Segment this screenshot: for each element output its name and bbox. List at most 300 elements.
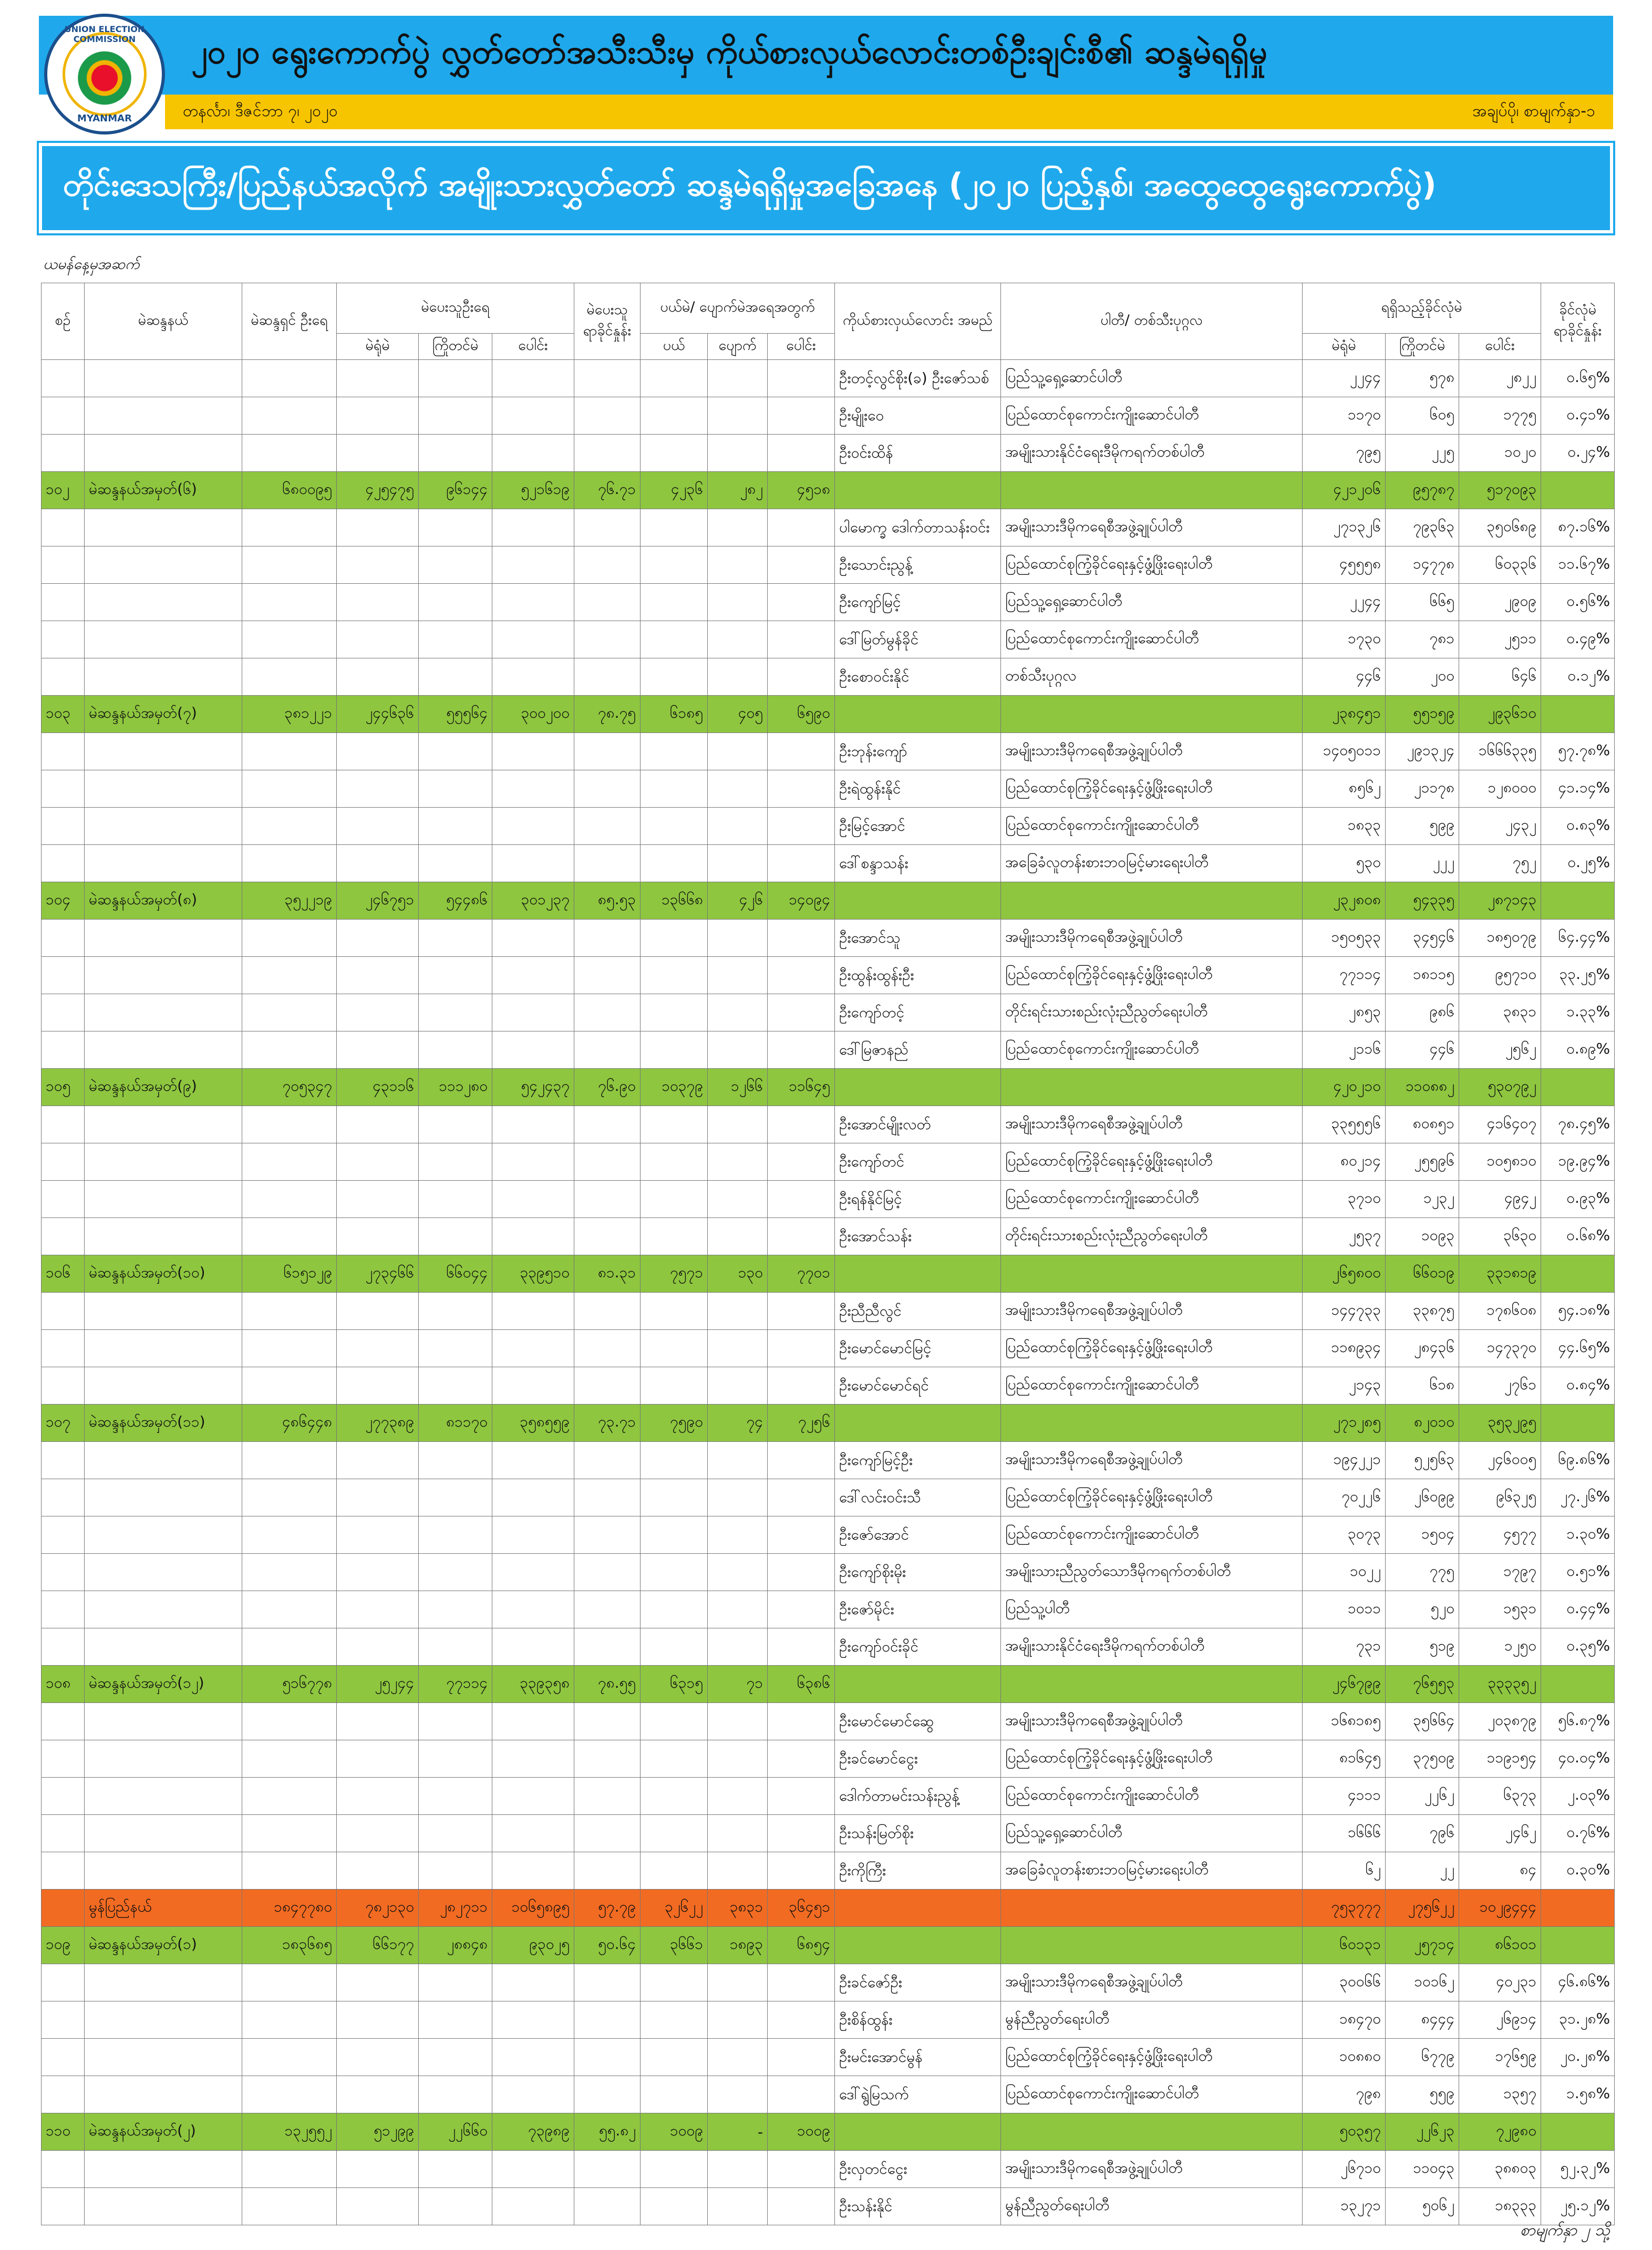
candidate-row [42,435,1615,472]
cell-total: ၁၁၉၁၅၄ [1459,1740,1541,1778]
cell-invtotal [768,1815,835,1852]
cell-vpct [574,509,641,546]
cell-vbooth [337,1740,419,1778]
cell-constituency [85,2001,242,2039]
candidate-row [42,546,1615,584]
page-header [39,16,1613,95]
cell-invtotal [768,509,835,546]
cell-vadv: ၂၂၆၆၀ [419,2113,492,2151]
cell-booth: ၃၇၁၀ [1303,1181,1386,1218]
cell-name: ဒေါ်လင်းဝင်းသီ [835,1479,1001,1516]
cell-name: ဦးဘုန်းကျော် [835,733,1001,770]
cell-total: ၂၄၆၂ [1459,1815,1541,1852]
cell-pct [1541,1069,1615,1106]
cell-invtotal: ၁၀၀၉ [768,2113,835,2151]
cell-inv [641,1554,708,1591]
candidate-row [42,1031,1615,1069]
cell-vpct [574,1554,641,1591]
cell-vadv [419,1218,492,1255]
cell-miss [708,2039,768,2076]
cell-adv: ၆၇၇၉ [1386,2039,1459,2076]
cell-pct [1541,2113,1615,2151]
cell-eligible [242,1218,337,1255]
cell-inv [641,1143,708,1181]
cell-vpct: ၇၈.၅၅ [574,1666,641,1703]
cell-eligible [242,397,337,435]
cell-vadv [419,994,492,1031]
cell-party: ပြည်ထောင်စုကြံ့ခိုင်ရေးနှင့်ဖွံ့ဖြိုးရေးပါတီ [1001,1479,1303,1516]
cell-vbooth: ၆၆၁၇၇ [337,1927,419,1964]
cell-pct [1541,1255,1615,1293]
cell-eligible [242,808,337,845]
candidate-row [42,1479,1615,1516]
cell-constituency [85,397,242,435]
cell-name: ဦးသောင်းညွန့် [835,546,1001,584]
cell-eligible [242,360,337,397]
cell-vpct [574,2076,641,2113]
cell-eligible [242,1516,337,1554]
cell-adv: ၁၅၀၄ [1386,1516,1459,1554]
constituency-summary-row [42,1405,1615,1442]
cell-inv: ၆၃၁၅ [641,1666,708,1703]
cell-eligible: ၃၈၁၂၂၁ [242,696,337,733]
cell-vpct [574,1778,641,1815]
cell-vpct: ၅၀.၆၄ [574,1927,641,1964]
cell-vpct: ၇၆.၉၀ [574,1069,641,1106]
cell-invtotal [768,1703,835,1740]
cell-no [42,1516,85,1554]
cell-inv: ၇၅၉၀ [641,1405,708,1442]
cell-booth: ၂၁၁၆ [1303,1031,1386,1069]
cell-vadv [419,2001,492,2039]
cell-adv: ၇၉၆ [1386,1815,1459,1852]
cell-vtotal [492,658,574,696]
cell-vpct [574,1330,641,1367]
cell-vpct: ၇၃.၇၁ [574,1405,641,1442]
cell-total: ၉၆၃၂၅ [1459,1479,1541,1516]
cell-adv: ၆၆၅ [1386,584,1459,621]
cell-no [42,658,85,696]
cell-invtotal: ၃၆၄၅၁ [768,1890,835,1927]
candidate-row [42,2001,1615,2039]
cell-no: ၁၀၅ [42,1069,85,1106]
cell-constituency [85,1218,242,1255]
constituency-summary-row [42,472,1615,509]
cell-vpct [574,1293,641,1330]
cell-name: ဦးကျော်စိုးမိုး [835,1554,1001,1591]
cell-vpct: ၇၆.၇၁ [574,472,641,509]
cell-vpct [574,1628,641,1666]
cell-party: အမျိုးသားဒီမိုကရေစီအဖွဲ့ချုပ်ပါတီ [1001,1703,1303,1740]
cell-name: ဦးမျိုးဝေ [835,397,1001,435]
cell-vtotal: ၃၀၁၂၃၇ [492,882,574,920]
cell-miss: ၁၂၆၆ [708,1069,768,1106]
cell-name: ဦးထွန်းထွန်းဦး [835,957,1001,994]
cell-total: ၈၄ [1459,1852,1541,1890]
cell-no [42,1740,85,1778]
cell-vtotal [492,1293,574,1330]
cell-pct: ၆၄.၄၄% [1541,920,1615,957]
cell-constituency: မဲဆန္ဒနယ်အမှတ်(၁၀) [85,1255,242,1293]
cell-vbooth: ၅၁၂၉၉ [337,2113,419,2151]
cell-miss [708,1591,768,1628]
cell-total: ၃၈၈၀၃ [1459,2151,1541,2188]
cell-vtotal: ၃၃၉၅၁၀ [492,1255,574,1293]
cell-total: ၁၅၃၁ [1459,1591,1541,1628]
cell-invtotal [768,957,835,994]
cell-miss [708,1330,768,1367]
cell-vbooth [337,658,419,696]
cell-no [42,1554,85,1591]
cell-pct: ၄၁.၁၄% [1541,770,1615,808]
cell-party [1001,1255,1303,1293]
cell-miss [708,1031,768,1069]
cell-invtotal [768,546,835,584]
cell-eligible [242,733,337,770]
cell-total: ၆၀၃၃၆ [1459,546,1541,584]
cell-pct: ၀.၄၄% [1541,1591,1615,1628]
candidate-row [42,1367,1615,1405]
cell-vbooth: ၂၇၃၄၆၆ [337,1255,419,1293]
cell-constituency [85,994,242,1031]
cell-total: ၂၅၆၂ [1459,1031,1541,1069]
cell-inv: ၄၂၃၆ [641,472,708,509]
cell-total: ၁၈၅၀၇၉ [1459,920,1541,957]
cell-vtotal [492,1143,574,1181]
cell-constituency [85,1031,242,1069]
cell-booth: ၁၇၃၀ [1303,621,1386,658]
cell-invtotal [768,1591,835,1628]
cell-miss [708,1218,768,1255]
cell-vbooth: ၄၃၁၁၆ [337,1069,419,1106]
cell-total: ၄၅၇၇ [1459,1516,1541,1554]
cell-pct: ၀.၅၆% [1541,584,1615,621]
cell-vbooth [337,1330,419,1367]
cell-booth: ၈၅၆၂ [1303,770,1386,808]
cell-no [42,509,85,546]
cell-party: ပြည်ထောင်စုကြံ့ခိုင်ရေးနှင့်ဖွံ့ဖြိုးရေးပါတီ [1001,770,1303,808]
cell-vtotal: ၅၄၂၄၃၇ [492,1069,574,1106]
cell-vpct [574,1852,641,1890]
cell-vtotal [492,1479,574,1516]
sub-invalid-total: ပေါင်း [768,334,835,360]
cell-name [835,1255,1001,1293]
cell-booth: ၁၅၀၅၃၃ [1303,920,1386,957]
cell-miss [708,1554,768,1591]
cell-eligible [242,584,337,621]
cell-pct [1541,472,1615,509]
candidate-row [42,2188,1615,2225]
cell-vadv [419,957,492,994]
candidate-row [42,621,1615,658]
cell-pct: ၁၉.၉၄% [1541,1143,1615,1181]
cell-vbooth [337,957,419,994]
cell-eligible: ၁၃၂၅၅၂ [242,2113,337,2151]
cell-no [42,808,85,845]
cell-eligible: ၁၈၄၇၇၈၀ [242,1890,337,1927]
cell-no [42,1703,85,1740]
cell-inv: ၁၀၀၉ [641,2113,708,2151]
candidate-row [42,1703,1615,1740]
cell-adv: ၅၀၆၂ [1386,2188,1459,2225]
cell-miss [708,808,768,845]
cell-constituency [85,1628,242,1666]
cell-booth: ၄၄၆ [1303,658,1386,696]
cell-vbooth [337,1367,419,1405]
cell-vbooth [337,584,419,621]
cell-invtotal [768,2039,835,2076]
cell-vadv: ၆၆၀၄၄ [419,1255,492,1293]
cell-eligible: ၆၁၅၁၂၉ [242,1255,337,1293]
cell-miss [708,1703,768,1740]
cell-inv [641,1628,708,1666]
cell-miss [708,1367,768,1405]
cell-inv [641,1516,708,1554]
cell-party: ပြည်သူ့ရှေ့ဆောင်ပါတီ [1001,360,1303,397]
cell-party: အမျိုးသားနိုင်ငံရေးဒီမိုကရက်တစ်ပါတီ [1001,435,1303,472]
cell-eligible: ၇၀၅၃၄၇ [242,1069,337,1106]
cell-pct: ၄၀.၀၄% [1541,1740,1615,1778]
uec-logo [44,14,165,135]
cell-booth: ၁၁၇၀ [1303,397,1386,435]
cell-vadv [419,1703,492,1740]
cell-booth: ၁၆၆၆ [1303,1815,1386,1852]
cell-vadv [419,770,492,808]
cell-booth: ၈၀၂၁၄ [1303,1143,1386,1181]
cell-party: ပြည်ထောင်စုကြံ့ခိုင်ရေးနှင့်ဖွံ့ဖြိုးရေးပါတီ [1001,546,1303,584]
cell-eligible [242,2076,337,2113]
cell-pct: ၇၈.၄၅% [1541,1106,1615,1143]
cell-invtotal [768,1852,835,1890]
cell-pct: ၀.၉၃% [1541,1181,1615,1218]
cell-miss [708,2001,768,2039]
cell-vtotal [492,584,574,621]
cell-inv [641,2039,708,2076]
cell-inv [641,1442,708,1479]
cell-adv: ၁၁၀၈၈၂ [1386,1069,1459,1106]
cell-invtotal [768,2001,835,2039]
cell-vbooth: ၇၈၂၁၃၀ [337,1890,419,1927]
cell-constituency [85,920,242,957]
cell-booth: ၁၆၈၁၈၅ [1303,1703,1386,1740]
cell-name: ဦးခင်မောင်ငွေး [835,1740,1001,1778]
cell-adv: ၈၂၀၁၀ [1386,1405,1459,1442]
cell-total: ၂၉၀၉ [1459,584,1541,621]
cell-pct: ၀.၄၁% [1541,397,1615,435]
cell-pct: ၀.၆၈% [1541,1218,1615,1255]
cell-party: ပြည်ထောင်စုကောင်းကျိုးဆောင်ပါတီ [1001,2076,1303,2113]
cell-name: ဦးစိန်ထွန်း [835,2001,1001,2039]
cell-adv: ၃၃၈၇၅ [1386,1293,1459,1330]
cell-adv: ၂၂ [1386,1852,1459,1890]
cell-vpct [574,1181,641,1218]
cell-miss: ၇၄ [708,1405,768,1442]
cell-name: ဒေါ်စန္ဒာသန်း [835,845,1001,882]
cell-name [835,882,1001,920]
cell-booth: ၂၂၄၄ [1303,360,1386,397]
cell-pct: ၀.၈၄% [1541,1367,1615,1405]
cell-invtotal [768,1293,835,1330]
cell-vpct: ၅၅.၈၂ [574,2113,641,2151]
cell-miss [708,360,768,397]
cell-total: ၁၈၃၃၃ [1459,2188,1541,2225]
cell-pct: ၀.၆၅% [1541,360,1615,397]
cell-adv: ၁၀၁၆၂ [1386,1964,1459,2001]
cell-booth: ၇၀၂၂၆ [1303,1479,1386,1516]
cell-total: ၁၄၇၃၇၀ [1459,1330,1541,1367]
cell-name: ဦးညီညီလွင် [835,1293,1001,1330]
cell-adv: ၁၂၃၂ [1386,1181,1459,1218]
cell-inv: ၆၁၈၅ [641,696,708,733]
cell-vadv [419,2188,492,2225]
cell-vtotal [492,1852,574,1890]
cell-no [42,1181,85,1218]
cell-vbooth [337,2188,419,2225]
cell-invtotal: ၇၇၀၁ [768,1255,835,1293]
cell-party: အမျိုးသားဒီမိုကရေစီအဖွဲ့ချုပ်ပါတီ [1001,733,1303,770]
candidate-row [42,1964,1615,2001]
cell-vadv [419,1516,492,1554]
cell-eligible [242,1554,337,1591]
cell-booth: ၁၄၀၅၀၁၁ [1303,733,1386,770]
state-total-row [42,1890,1615,1927]
candidate-row [42,1778,1615,1815]
cell-inv [641,1740,708,1778]
cell-eligible [242,770,337,808]
cell-name: ဦးဇော်အောင် [835,1516,1001,1554]
cell-party: မွန်ညီညွတ်ရေးပါတီ [1001,2001,1303,2039]
candidate-row [42,1591,1615,1628]
sub-booth: မဲရုံမဲ [1303,334,1386,360]
cell-vbooth [337,1479,419,1516]
cell-invtotal: ၆၃၈၆ [768,1666,835,1703]
cell-party: ပြည်သူ့ပါတီ [1001,1591,1303,1628]
cell-vpct: ၈၅.၅၃ [574,882,641,920]
cell-booth: ၇၉၈ [1303,2076,1386,2113]
cell-no [42,1293,85,1330]
cell-vadv [419,1330,492,1367]
cell-adv: ၂၈၄၃၆ [1386,1330,1459,1367]
cell-booth: ၁၃၂၇၁ [1303,2188,1386,2225]
cell-no [42,1367,85,1405]
cell-booth: ၁၀၁၁ [1303,1591,1386,1628]
cell-total: ၂၉၃၆၁၀ [1459,696,1541,733]
cell-eligible [242,1740,337,1778]
cell-constituency [85,733,242,770]
cell-party [1001,1069,1303,1106]
cell-booth: ၅၃၀ [1303,845,1386,882]
cell-vtotal: ၃၅၈၅၅၉ [492,1405,574,1442]
cell-eligible [242,1479,337,1516]
cell-name: ဦးရန်နိုင်မြင့် [835,1181,1001,1218]
cell-adv: ၂၉၁၃၂၄ [1386,733,1459,770]
cell-constituency [85,1143,242,1181]
cell-pct: ၅၆.၈၇% [1541,1703,1615,1740]
cell-vadv: ၂၈၈၄၈ [419,1927,492,1964]
cell-eligible [242,1031,337,1069]
cell-inv [641,2188,708,2225]
constituency-summary-row [42,1927,1615,1964]
cell-no [42,2151,85,2188]
cell-no [42,1890,85,1927]
cell-name: ဦးတင့်လွင်စိုး(ခ) ဦးဇော်သစ် [835,360,1001,397]
cell-adv: ၂၀၀ [1386,658,1459,696]
candidate-row [42,1218,1615,1255]
cell-constituency [85,1740,242,1778]
cell-invtotal [768,1218,835,1255]
cell-booth: ၁၄၄၇၃၃ [1303,1293,1386,1330]
cell-adv: ၅၅၁၅၉ [1386,696,1459,733]
cell-miss [708,1815,768,1852]
cell-invtotal: ၇၂၅၆ [768,1405,835,1442]
cell-total: ၁၇၉၇ [1459,1554,1541,1591]
cell-party: အမျိုးသားဒီမိုကရေစီအဖွဲ့ချုပ်ပါတီ [1001,509,1303,546]
cell-vadv [419,1628,492,1666]
cell-invtotal [768,1628,835,1666]
cell-booth: ၁၈၃၃ [1303,808,1386,845]
cell-vtotal [492,2076,574,2113]
cell-total: ၃၆၃၀ [1459,1218,1541,1255]
cell-pct [1541,1666,1615,1703]
cell-total: ၂၈၂၂ [1459,360,1541,397]
col-invalid: ပယ်မဲ/ ပျောက်မဲအရေအတွက် [641,283,835,334]
cell-adv: ၂၂၅ [1386,435,1459,472]
cell-vpct [574,1516,641,1554]
cell-pct: ၀.၂၅% [1541,845,1615,882]
cell-eligible [242,509,337,546]
cell-invtotal [768,584,835,621]
cell-inv [641,808,708,845]
cell-vbooth [337,546,419,584]
cell-inv [641,1330,708,1367]
cell-total: ၁၇၆၅၉ [1459,2039,1541,2076]
candidate-row [42,1106,1615,1143]
cell-adv: ၅၄၃၃၅ [1386,882,1459,920]
cell-booth: ၂၆၅၈၀၀ [1303,1255,1386,1293]
cell-inv [641,1815,708,1852]
cell-party: အမျိုးသားနိုင်ငံရေးဒီမိုကရက်တစ်ပါတီ [1001,1628,1303,1666]
cell-no [42,1778,85,1815]
cell-invtotal [768,1442,835,1479]
cell-no [42,1330,85,1367]
cell-no [42,770,85,808]
cell-miss [708,2151,768,2188]
page-title: ၂၀၂၀ ရွေးကောက်ပွဲ လွှတ်တော်အသီးသီးမှ ကိုယ်စားလှယ်လောင်းတစ်ဦးချင်းစီ၏ ဆန္ဒမဲရရှိမှု [191,32,1267,71]
cell-adv: ၅၉၉ [1386,808,1459,845]
cell-vtotal [492,435,574,472]
cell-vtotal [492,1554,574,1591]
cell-vtotal [492,1106,574,1143]
cell-vtotal [492,2151,574,2188]
cell-pct: ၅၄.၁၈% [1541,1293,1615,1330]
cell-constituency [85,1703,242,1740]
ballot-emblem-icon [63,32,147,116]
cell-invtotal [768,994,835,1031]
col-constituency: မဲဆန္ဒနယ် [85,283,242,360]
cell-vtotal [492,2039,574,2076]
cell-booth: ၂၈၅၃ [1303,994,1386,1031]
cell-vtotal [492,1591,574,1628]
cell-invtotal: ၄၅၁၈ [768,472,835,509]
cell-party: အမျိုးသားဒီမိုကရေစီအဖွဲ့ချုပ်ပါတီ [1001,1442,1303,1479]
col-valid-pct: ခိုင်လုံမဲ ရာခိုင်နှုန်း [1541,283,1615,360]
candidate-row [42,584,1615,621]
cell-pct [1541,882,1615,920]
cell-vtotal: ၃၀၀၂၀၀ [492,696,574,733]
cell-name: ဦးအောင်မျိုးလတ် [835,1106,1001,1143]
cell-pct [1541,696,1615,733]
cell-booth: ၈၁၆၄၅ [1303,1740,1386,1778]
